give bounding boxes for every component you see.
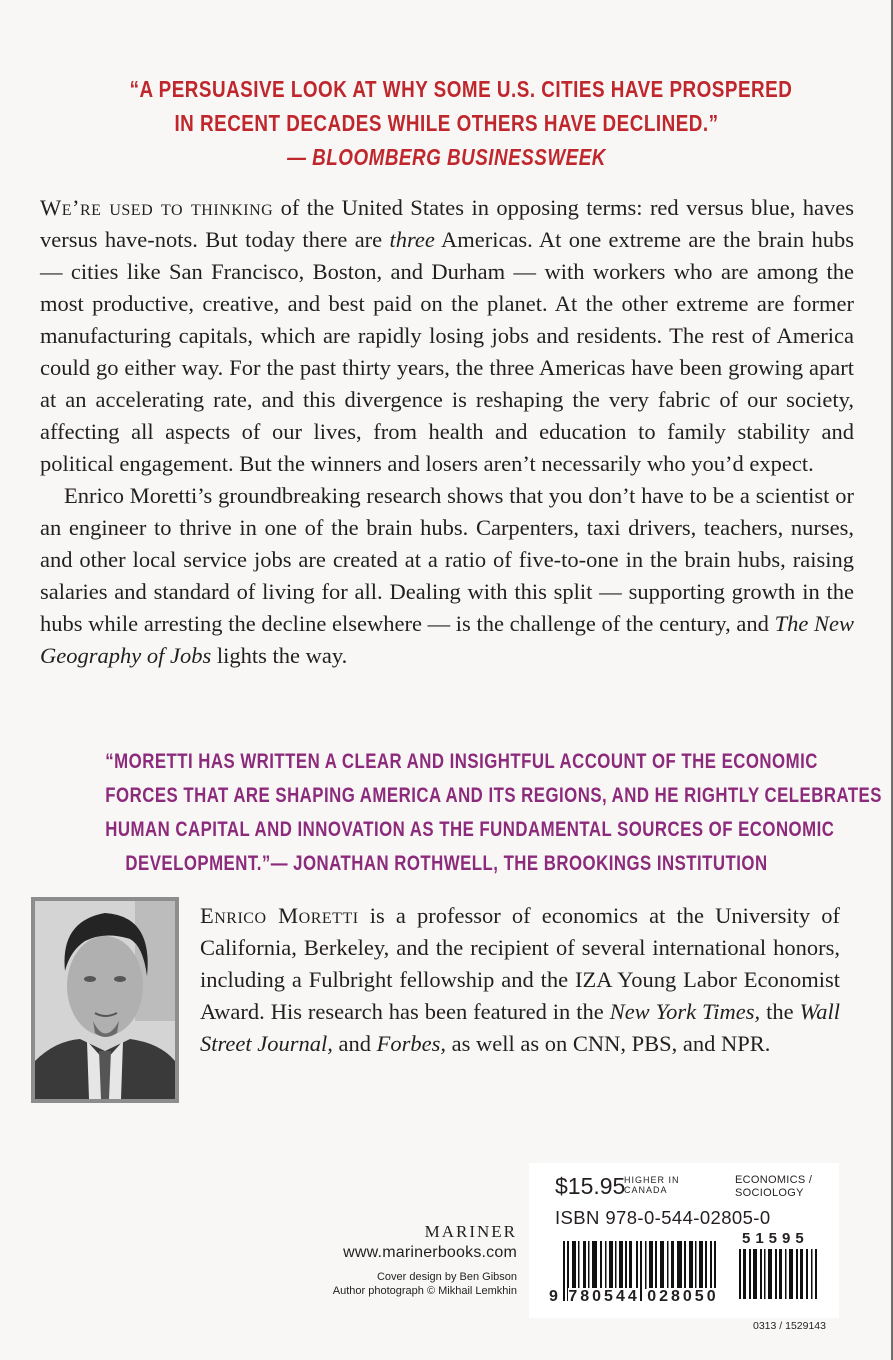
publication: New York Times, bbox=[609, 999, 761, 1024]
print-code: 0313 / 1529143 bbox=[753, 1320, 826, 1332]
book-title: The New Geography of Jobs bbox=[40, 611, 854, 668]
quote-line: IN RECENT DECADES WHILE OTHERS HAVE DECLINED.” bbox=[174, 110, 719, 136]
price: $15.95 bbox=[555, 1173, 626, 1199]
price-note bbox=[624, 1175, 680, 1195]
text: Enrico Moretti’s groundbreaking research shows that you don’t have to be a scientist or an engineer to thrive in one of the brain hubs. Carpenters, taxi drivers, teachers, nurses, and other local service jobs are created at a ratio of five-to-one in the brain hubs, raising salaries and standard of living for all. Dealing with this split — supporting growth in the hubs while arresting the decline elsewhere — is the challenge of the century, and bbox=[40, 483, 854, 636]
quote-attribution: — BLOOMBERG BUSINESSWEEK bbox=[287, 144, 606, 170]
author-portrait-icon bbox=[35, 901, 175, 1099]
top-review-quote bbox=[129, 72, 793, 174]
addon-barcode-icon bbox=[739, 1249, 819, 1299]
description-paragraph-1 bbox=[40, 192, 854, 480]
barcode-digits bbox=[549, 1289, 719, 1305]
text: of the United States in opposing terms: red versus blue, haves versus have-nots. But today there are bbox=[40, 195, 854, 252]
barcode-digit-group: 780544 bbox=[568, 1288, 640, 1305]
book-description bbox=[40, 192, 854, 672]
photo-credit: Author photograph © Mikhail Lemkhin bbox=[332, 1285, 517, 1297]
publisher-url[interactable]: www.marinerbooks.com bbox=[343, 1244, 517, 1261]
author-name: Enrico Moretti bbox=[200, 903, 359, 928]
publication: Wall Street Journal, bbox=[200, 999, 840, 1056]
quote-line: “MORETTI HAS WRITTEN A CLEAR AND INSIGHTFUL ACCOUNT OF THE ECONOMIC bbox=[105, 750, 818, 773]
barcode-panel bbox=[529, 1163, 839, 1318]
quote-line: DEVELOPMENT.”— JONATHAN ROTHWELL, THE BROOKINGS INSTITUTION bbox=[125, 852, 768, 875]
text: lights the way. bbox=[211, 643, 348, 668]
quote-line: FORCES THAT ARE SHAPING AMERICA AND ITS REGIONS, AND HE RIGHTLY CELEBRATES bbox=[105, 784, 882, 807]
description-paragraph-2 bbox=[40, 480, 854, 672]
text: Americas. At one extreme are the brain hubs — cities like San Francisco, Boston, and Durham — with workers who are among the most productive, creative, and best paid on the planet. At the other extreme are former manufacturing capitals, which are rapidly losing jobs and residents. The rest of America could go either way. For the past thirty years, the three Americas have been growing apart at an accelerating rate, and this divergence is reshaping the very fabric of our society, affecting all aspects of our lives, from health and education to family stability and political engagement. But the winners and losers aren’t necessarily who you’d expect. bbox=[40, 227, 854, 476]
quote-line: “A PERSUASIVE LOOK AT WHY SOME U.S. CITIES HAVE PROSPERED bbox=[129, 76, 793, 102]
price-note-line: HIGHER IN bbox=[624, 1175, 680, 1185]
category-line: SOCIOLOGY bbox=[735, 1187, 804, 1199]
quote-line: HUMAN CAPITAL AND INNOVATION AS THE FUNDAMENTAL SOURCES OF ECONOMIC bbox=[105, 818, 835, 841]
text: is a professor of economics at the University of California, Berkeley, and the recipient of several international honors, including a Fulbright fellowship and the IZA Young Labor Economist Award. His research has been featured in the bbox=[200, 903, 841, 1024]
author-bio bbox=[200, 900, 840, 1060]
publisher-block bbox=[333, 1222, 517, 1298]
author-photo bbox=[31, 897, 179, 1103]
barcode-digit-group: 028050 bbox=[647, 1288, 719, 1305]
isbn: ISBN 978-0-544-02805-0 bbox=[555, 1207, 771, 1228]
barcode-digit: 9 bbox=[549, 1288, 561, 1305]
bottom-review-quote bbox=[105, 745, 882, 881]
category bbox=[735, 1174, 812, 1200]
price-note-line: CANADA bbox=[624, 1185, 668, 1195]
publisher-imprint: MARINER bbox=[424, 1222, 517, 1241]
text: as well as on CNN, PBS, and NPR. bbox=[446, 1031, 771, 1056]
text: the bbox=[760, 999, 800, 1024]
addon-digits: 51595 bbox=[742, 1230, 809, 1247]
text: and bbox=[332, 1031, 377, 1056]
category-line: ECONOMICS / bbox=[735, 1174, 813, 1186]
lead-in: We’re used to thinking bbox=[40, 195, 274, 220]
cover-credit: Cover design by Ben Gibson bbox=[376, 1271, 517, 1283]
emphasis: three bbox=[389, 227, 435, 252]
publication: Forbes, bbox=[376, 1031, 447, 1056]
